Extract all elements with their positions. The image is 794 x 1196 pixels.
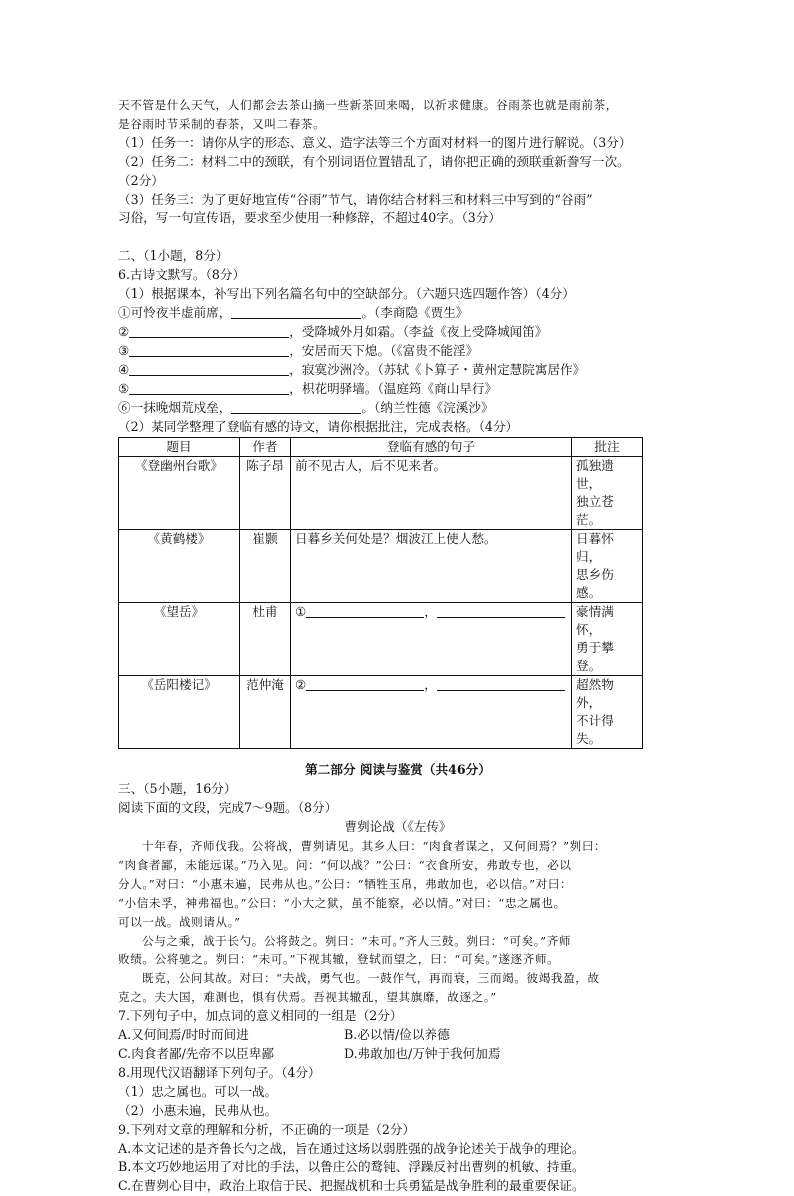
table-row: 《黄鹤楼》 崔颢 日暮乡关何处是？烟波江上使人愁。 日暮怀归， 思乡伤感。: [119, 530, 643, 603]
passage-title: 曹刿论战（《左传》: [344, 819, 452, 835]
reading-instruction: 阅读下面的文段，完成7～9题。（8分）: [118, 800, 338, 816]
header-line: 登临有感的句子: [291, 438, 572, 457]
question-7: 7.下列句子中，加点词的意义相同的一组是（2分）: [118, 1008, 403, 1024]
answer-blank[interactable]: [437, 678, 565, 691]
answer-blank[interactable]: [129, 363, 289, 376]
passage-line: “小信未孚，神弗福也。”公曰：“小大之狱，虽不能察，必以情。”对曰：“忠之属也。: [118, 895, 566, 910]
task-3-cont: 习俗，写一句宣传语，要求至少使用一种修辞，不超过40字。（3分）: [118, 210, 501, 226]
q9-option: B.本文巧妙地运用了对比的手法，以鲁庄公的鹜钝、浮躁反衬出曹刿的机敏、持重。: [118, 1159, 585, 1175]
passage-line: 十年春，齐师伐我。公将战，曹刿请见。其乡人曰：“肉食者谋之，又何间焉？”刿曰：: [142, 839, 607, 854]
task-2: （2）任务二：材料二中的颈联，有个别词语位置错乱了，请你把正确的颈联重新誊写一次。: [118, 153, 630, 169]
q7-option: C.肉食者鄙/先帝不以臣卑鄙: [118, 1046, 274, 1061]
intro-line-1: 天不管是什么天气，人们都会去茶山摘一些新茶回来喝，以祈求健康。谷雨茶也就是雨前茶，: [118, 98, 618, 112]
question-8: 8.用现代汉语翻译下列句子。（4分）: [118, 1064, 321, 1080]
recite-item-1: ①可怜夜半虚前席， 。（李商隐《贾生》: [118, 305, 469, 321]
answer-blank[interactable]: [231, 306, 361, 319]
q9-option: C.在曹刿心目中，政治上取信于民、把握战机和士兵勇猛是战争胜利的最重要保证。: [118, 1178, 585, 1194]
passage-line: 分人。”对曰：“小惠未遍，民弗从也。”公曰：“牺牲玉帛，弗敢加也，必以信。”对曰：: [118, 876, 573, 891]
answer-blank[interactable]: [306, 605, 424, 618]
header-author: 作者: [240, 438, 291, 457]
answer-blank[interactable]: [306, 678, 424, 691]
passage-line: 可以一战。战则请从。”: [118, 914, 241, 929]
question-6: 6.古诗文默写。（8分）: [118, 267, 246, 283]
section-2-heading: 二、（1小题，8分）: [118, 248, 229, 264]
exam-page: [118, 96, 678, 1196]
passage-line: 克之。夫大国，难测也，惧有伏焉。吾视其辙乱，望其旗靡，故逐之。”: [118, 990, 497, 1005]
section-3-heading: 三、（5小题，16分）: [118, 781, 237, 797]
task-2-score: （2分）: [118, 172, 164, 188]
passage-line: 既克，公问其故。对曰：“夫战，勇气也。一鼓作气，再而衰，三而竭。彼竭我盈，故: [142, 971, 600, 986]
answer-blank[interactable]: [129, 344, 289, 357]
recite-item-6: ⑥一抹晚烟荒戍垒， 。（纳兰性德《浣溪沙》: [118, 399, 494, 415]
table-header-row: [119, 438, 643, 457]
q7-option: A.又何间焉/时时而间进: [118, 1027, 249, 1043]
table-row: 《望岳》 杜甫 ① ， 豪情满怀， 勇于攀登。: [119, 603, 643, 676]
intro-line-2: 是谷雨时节采制的春茶，又叫二春茶。: [118, 116, 326, 131]
q7-options-row: [118, 1045, 678, 1064]
task-3: （3）任务三：为了更好地宣传“谷雨”节气，请你结合材料三和材料三中写到的“谷雨”: [118, 191, 593, 207]
recite-item-5: ⑤ ，枳花明驿墙。（温庭筠《商山早行》: [118, 380, 498, 396]
passage-line: 败绩。公将驰之。刿曰：“未可。”下视其辙，登轼而望之，曰：“可矣。”遂逐齐师。: [118, 952, 560, 967]
q8-item: （2）小惠未遍，民弗从也。: [118, 1102, 278, 1118]
recite-item-2: ② ，受降城外月如霜。（李益《夜上受降城闻笛》: [118, 323, 548, 339]
recite-item-3: ③ ，安居而天下熄。（《富贵不能淫》: [118, 342, 479, 358]
question-9: 9.下列对文章的理解和分析，不正确的一项是（2分）: [118, 1121, 416, 1137]
answer-blank[interactable]: [437, 605, 565, 618]
recite-item-4: ④ ，寂寞沙洲冷。（苏轼《卜算子・黄州定慧院寓居作》: [118, 361, 586, 377]
answer-blank[interactable]: [129, 382, 289, 395]
task-1: （1）任务一：请你从字的形态、意义、造字法等三个方面对材料一的图片进行解说。（3分）: [118, 134, 632, 150]
q7-option: B.必以情/俭以养德: [344, 1027, 450, 1043]
passage-line: 公与之乘，战于长勺。公将鼓之。刿曰：“未可。”齐人三鼓。刿曰：“可矣。”齐师: [142, 933, 572, 948]
header-title: 题目: [119, 438, 240, 457]
question-6-1: （1）根据课本，补写出下列名篇名句中的空缺部分。（六题只选四题作答）（4分）: [118, 286, 575, 302]
passage-line: “肉食者鄙，未能远谋。”乃入见。问：“何以战？”公曰：“衣食所安，弗敢专也，必以: [118, 857, 572, 872]
poem-table: [118, 437, 643, 749]
question-6-2: （2）某同学整理了登临有感的诗文，请你根据批注，完成表格。（4分）: [118, 418, 519, 434]
table-row: 《岳阳楼记》 范仲淹 ② ， 超然物外， 不计得失。: [119, 676, 643, 749]
answer-blank[interactable]: [129, 325, 289, 338]
part-2-title: 第二部分 阅读与鉴赏（共46分）: [305, 762, 491, 778]
header-note: 批注: [572, 438, 643, 457]
q9-option: A.本文记述的是齐鲁长勺之战，旨在通过这场以弱胜强的战争论述关于战争的理论。: [118, 1140, 585, 1156]
q8-item: （1）忠之属也。可以一战。: [118, 1083, 278, 1099]
q7-option: D.弗敢加也/万钟于我何加焉: [344, 1046, 501, 1061]
table-row: 《登幽州台歌》 陈子昂 前不见古人，后不见来者。 孤独遗世， 独立苍茫。: [119, 457, 643, 530]
answer-blank[interactable]: [231, 401, 361, 414]
q7-options-row: [118, 1026, 678, 1045]
